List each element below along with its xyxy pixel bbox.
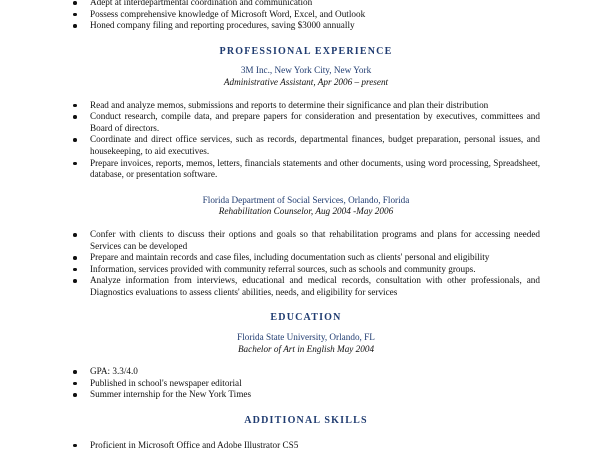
list-item: Published in school's newspaper editorial (0, 378, 612, 390)
section-heading-skills: ADDITIONAL SKILLS (244, 415, 368, 427)
skills-bullet-list (0, 440, 612, 451)
section-heading-education: EDUCATION (270, 312, 342, 324)
list-item: Analyze information from interviews, educational and medical records, consultation with other professionals, and Diagnostics evaluations to assess clients' abilities, needs, and eligibility for services (0, 275, 612, 298)
list-item: Prepare and maintain records and case files, including documentation such as clients' personal and eligibility (0, 252, 612, 264)
list-item: Conduct research, compile data, and prepare papers for consideration and presentation by executives, committees and Board of directors. (0, 111, 612, 134)
list-item: Coordinate and direct office services, such as records, departmental finances, budget preparation, personal issues, and housekeeping, to aid executives. (0, 134, 612, 157)
list-item: Read and analyze memos, submissions and reports to determine their significance and plan their distribution (0, 100, 612, 112)
summary-bullet-list (0, 0, 612, 32)
list-item: Possess comprehensive knowledge of Microsoft Word, Excel, and Outlook (0, 9, 612, 21)
job-role: Administrative Assistant, Apr 2006 – present (223, 76, 389, 87)
job-entry (0, 195, 612, 299)
job-organization: Florida Department of Social Services, Orlando, Florida (202, 194, 410, 205)
job-entry (0, 65, 612, 180)
list-item: Confer with clients to discuss their options and goals so that rehabilitation programs and plans for accessing needed Services can be developed (0, 229, 612, 252)
list-item: Prepare invoices, reports, memos, letters, financials statements and other documents, using word processing, Spreadsheet, database, or presentation software. (0, 158, 612, 181)
section-heading-experience: PROFESSIONAL EXPERIENCE (219, 45, 393, 57)
list-item: Adept at interdepartmental coordination and communication (0, 0, 612, 9)
education-entry (0, 332, 612, 401)
education-bullet-list (0, 366, 612, 401)
list-item: Summer internship for the New York Times (0, 389, 612, 401)
list-item: GPA: 3.3/4.0 (0, 366, 612, 378)
job-role: Rehabilitation Counselor, Aug 2004 -May 2006 (218, 206, 394, 217)
degree: Bachelor of Art in English May 2004 (237, 343, 375, 354)
list-item: Information, services provided with community referral sources, such as schools and community groups. (0, 264, 612, 276)
job-organization: 3M Inc., New York City, New York (240, 65, 372, 76)
list-item: Honed company filing and reporting procedures, saving $3000 annually (0, 20, 612, 32)
list-item: Proficient in Microsoft Office and Adobe Illustrator CS5 (0, 440, 612, 451)
job-bullet-list (0, 100, 612, 181)
job-bullet-list (0, 229, 612, 299)
school-name: Florida State University, Orlando, FL (237, 332, 375, 343)
